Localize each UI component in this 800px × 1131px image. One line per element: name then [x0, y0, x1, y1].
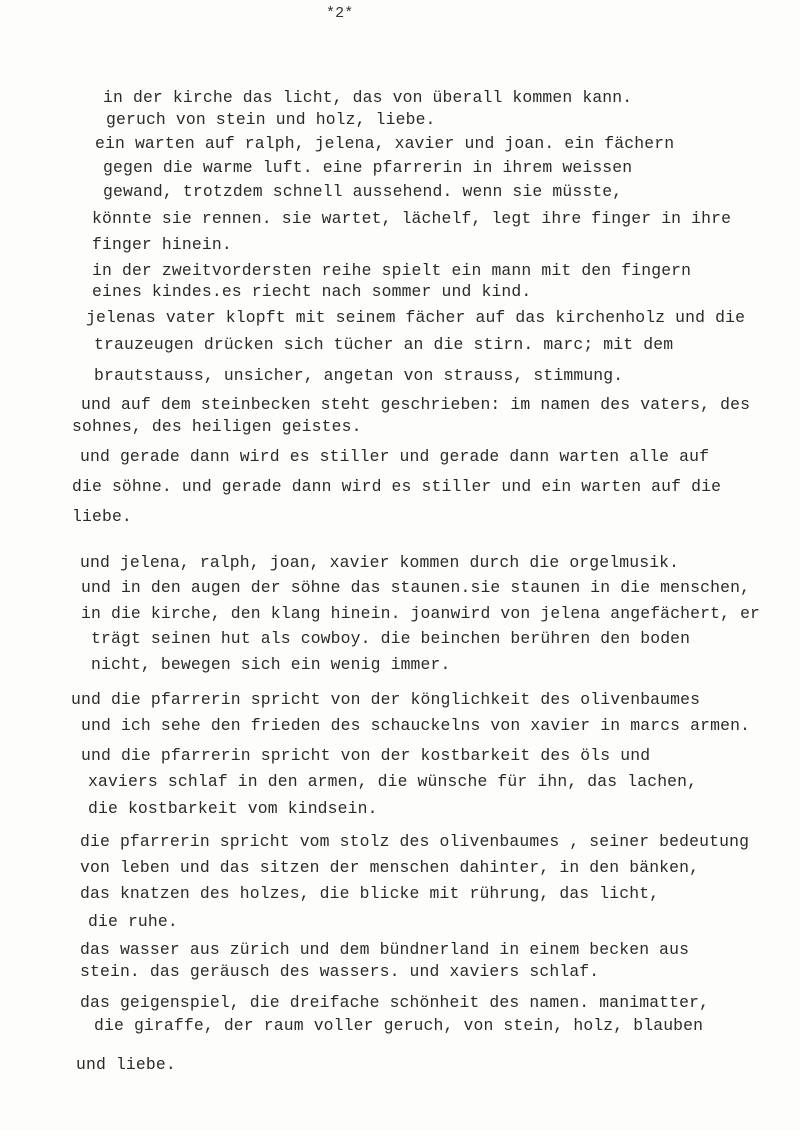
text-line: geruch von stein und holz, liebe.: [106, 110, 436, 129]
text-line: trauzeugen drücken sich tücher an die stirn. marc; mit dem: [94, 335, 674, 354]
text-line: das geigenspiel, die dreifache schönheit des namen. manimatter,: [80, 993, 710, 1012]
text-line: finger hinein.: [92, 235, 232, 254]
text-line: und liebe.: [76, 1055, 176, 1074]
text-line: in der kirche das licht, das von überall kommen kann.: [103, 88, 633, 107]
text-line: das knatzen des holzes, die blicke mit rührung, das licht,: [80, 884, 660, 903]
text-line: eines kindes.es riecht nach sommer und kind.: [92, 282, 532, 301]
text-line: die kostbarkeit vom kindsein.: [88, 799, 378, 818]
text-line: nicht, bewegen sich ein wenig immer.: [91, 655, 451, 674]
text-line: die ruhe.: [88, 912, 178, 931]
text-line: ein warten auf ralph, jelena, xavier und joan. ein fächern: [95, 134, 675, 153]
text-line: das wasser aus zürich und dem bündnerland in einem becken aus: [80, 940, 690, 959]
text-line: gegen die warme luft. eine pfarrerin in ihrem weissen: [103, 158, 633, 177]
text-line: xaviers schlaf in den armen, die wünsche für ihn, das lachen,: [88, 772, 698, 791]
text-line: und die pfarrerin spricht von der kostbarkeit des öls und: [81, 746, 651, 765]
text-line: gewand, trotzdem schnell aussehend. wenn sie müsste,: [103, 182, 623, 201]
text-line: in der zweitvordersten reihe spielt ein mann mit den fingern: [92, 261, 692, 280]
text-line: in die kirche, den klang hinein. joanwird von jelena angefächert, er: [81, 604, 761, 623]
text-line: sohnes, des heiligen geistes.: [72, 417, 362, 436]
text-line: die giraffe, der raum voller geruch, von stein, holz, blauben: [94, 1016, 704, 1035]
text-line: und jelena, ralph, joan, xavier kommen durch die orgelmusik.: [80, 553, 680, 572]
page-number: *2*: [326, 5, 354, 22]
text-line: und ich sehe den frieden des schauckelns von xavier in marcs armen.: [81, 716, 751, 735]
text-line: brautstauss, unsicher, angetan von strauss, stimmung.: [94, 366, 624, 385]
text-line: von leben und das sitzen der menschen dahinter, in den bänken,: [80, 858, 700, 877]
text-line: die pfarrerin spricht vom stolz des olivenbaumes , seiner bedeutung: [80, 832, 750, 851]
text-line: und gerade dann wird es stiller und gerade dann warten alle auf: [80, 447, 710, 466]
text-line: und in den augen der söhne das staunen.sie staunen in die menschen,: [81, 578, 751, 597]
text-line: und die pfarrerin spricht von der könglichkeit des olivenbaumes: [71, 690, 701, 709]
text-line: könnte sie rennen. sie wartet, lächelf, legt ihre finger in ihre: [92, 209, 732, 228]
text-line: die söhne. und gerade dann wird es stiller und ein warten auf die: [72, 477, 722, 496]
text-line: und auf dem steinbecken steht geschrieben: im namen des vaters, des: [81, 395, 751, 414]
text-line: jelenas vater klopft mit seinem fächer auf das kirchenholz und die: [86, 308, 746, 327]
text-line: trägt seinen hut als cowboy. die beinchen berühren den boden: [91, 629, 691, 648]
text-line: stein. das geräusch des wassers. und xaviers schlaf.: [80, 962, 600, 981]
text-line: liebe.: [72, 507, 132, 526]
